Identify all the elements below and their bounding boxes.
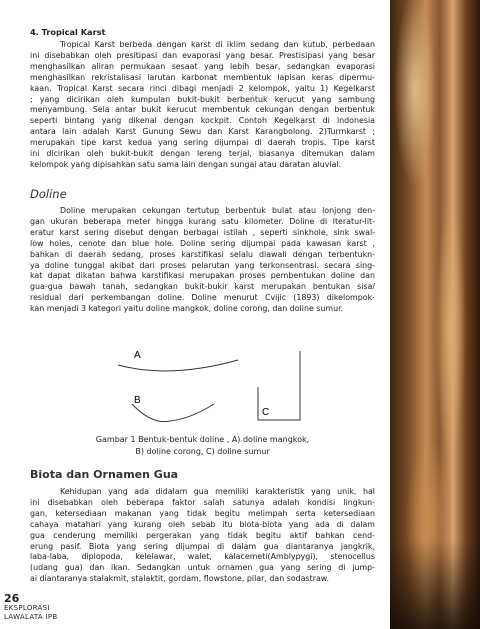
text-line: (udang gua) dan ikan. Sedangkan untuk ornamen gua yang sering di jump-	[30, 563, 375, 573]
text-line: gua-gua bawah tanah, sedangkan bukit-bukir karst merupakan bentukan sisa/	[30, 282, 375, 292]
text-line: ; yang dicirikan oleh kumpulan bukit-bukit berbentuk kerucut yang sambung	[30, 94, 375, 104]
text-line: bahkan di daerah sedang, proses karstifikasi selalu diawali dengan terbentukn-	[30, 249, 375, 259]
text-line: kelompok yang dipisahkan satu sama lain dengan sungai atau daratan aluvial.	[30, 159, 342, 169]
text-line: kat dapat dikatan bahwa karstifikasi merupakan proses pembentukan doline dan	[30, 271, 375, 281]
text-line: menyambung. Sela antar bukit kerucut membentuk cekungan dengan berbentuk	[30, 105, 375, 115]
text-line: erung pasif. Biota yang sering dijumpai di dalam gua diantaranya jangkrik,	[30, 541, 375, 551]
text-line: ai diantaranya stalakmit, stalaktit, gordam, flowstone, pilar, dan sodastraw.	[30, 574, 330, 584]
figure-label-b: B	[134, 395, 141, 406]
text-line: kaan. Tropical Karst secara rinci dibagi menjadi 2 kelompok, yaitu 1) Kegelkarst	[30, 83, 375, 93]
doline-shapes-figure	[90, 343, 310, 425]
text-line: ini disebabkan oleh beberapa faktor salah satunya adalah kondisi lingkun-	[30, 497, 375, 507]
text-line: ini disebabkan oleh presitipasi dan evaporasi yang besar. Prestisipasi yang besar	[30, 50, 375, 60]
footer-publication	[4, 604, 58, 622]
text-line: cahaya matahari yang kurang oleh sebab itu biota-biota yang ada di dalam	[30, 519, 375, 529]
text-line: eratur karst sering disebut dengan berbagai istilah , seperti sinkhole, sink swal-	[30, 227, 375, 237]
text-line: menghasilkan rekristalisasi larutan karbonat membentuk lapisan keras dipermu-	[30, 72, 375, 82]
figure-caption	[30, 434, 375, 457]
section-heading-tropical-karst: 4. Tropical Karst	[30, 27, 106, 37]
footer-line: EKSPLORASI	[4, 604, 50, 612]
text-line: ya doline tunggal akibat dari proses pelarutan yang terkonsentrasi. secara sing-	[30, 260, 375, 270]
text-line: gan ukuran beberapa meter hingga kurang satu kilometer. Doline di lteratur-lit-	[30, 216, 375, 226]
text-line: menghasilkan aliran permukaan sesaat yang lebih besar, sedangkan evaporasi	[30, 61, 375, 71]
text-line: residual dari perkembangan doline. Doline menurut Cvijic (1893) dikelompok-	[30, 293, 375, 303]
figure-label-a: A	[134, 350, 141, 361]
figure-caption-line: Gambar 1 Bentuk-bentuk doline , A) doline mangkok,	[95, 435, 310, 444]
page-number: 26	[4, 592, 20, 605]
footer-line: LAWALATA IPB	[4, 613, 58, 621]
text-line: Tropical Karst berbeda dengan karst di iklim sedang dan kutub, perbedaan	[60, 40, 375, 49]
text-line: ini dicirikan oleh bukit-bukit dengan lereng terjal, biasanya ditemukan dalam	[30, 149, 375, 159]
text-line: gan, ketersediaan makanan yang tidak begitu melimpah serta ketersediaan	[30, 508, 375, 518]
section-heading-doline: Doline	[30, 187, 67, 201]
text-line: seperti bintang yang dikenal dengan kockpit. Contoh Kegelkarst di indonesia	[30, 116, 375, 126]
text-line: merupakan tipe karst kedua yang sering dijumpai di daerah tropis. Tipe karst	[30, 138, 375, 148]
paragraph-tropical-karst	[30, 40, 375, 171]
paragraph-doline	[30, 206, 375, 315]
text-line: gua cenderung memiliki pergerakan yang tidak begitu aktif bahkan cend-	[30, 530, 375, 540]
text-line: Kehidupan yang ada didalam gua memiliki karakteristik yang unik, hal	[60, 487, 375, 496]
text-line: Doline merupakan cekungan tertutup berbentuk bulat atau lonjong den-	[60, 206, 375, 215]
section-heading-biota: Biota dan Ornamen Gua	[30, 468, 179, 481]
doline-corong-shape	[132, 404, 214, 422]
text-line: kan menjadi 3 kategori yaitu doline mangkok, doline corong, dan doline sumur.	[30, 304, 344, 314]
figure-caption-line: B) doline corong, C) doline sumur	[135, 446, 270, 456]
paragraph-biota	[30, 487, 375, 585]
cave-photo-strip	[390, 0, 480, 629]
figure-label-c: C	[262, 407, 270, 418]
text-line: antara lain adalah Karst Gunung Sewu dan Karst Karangbolong. 2)Turmkarst ;	[30, 127, 375, 137]
text-line: low holes, cenote dan blue hole. Doline sering dijumpai pada kawasan karst ,	[30, 238, 375, 248]
text-line: laba-laba, diplopoda, kelelawar, walet, kalacemeti(Amblypygi), stenocellus	[30, 552, 375, 562]
doline-mangkok-shape	[118, 360, 238, 371]
